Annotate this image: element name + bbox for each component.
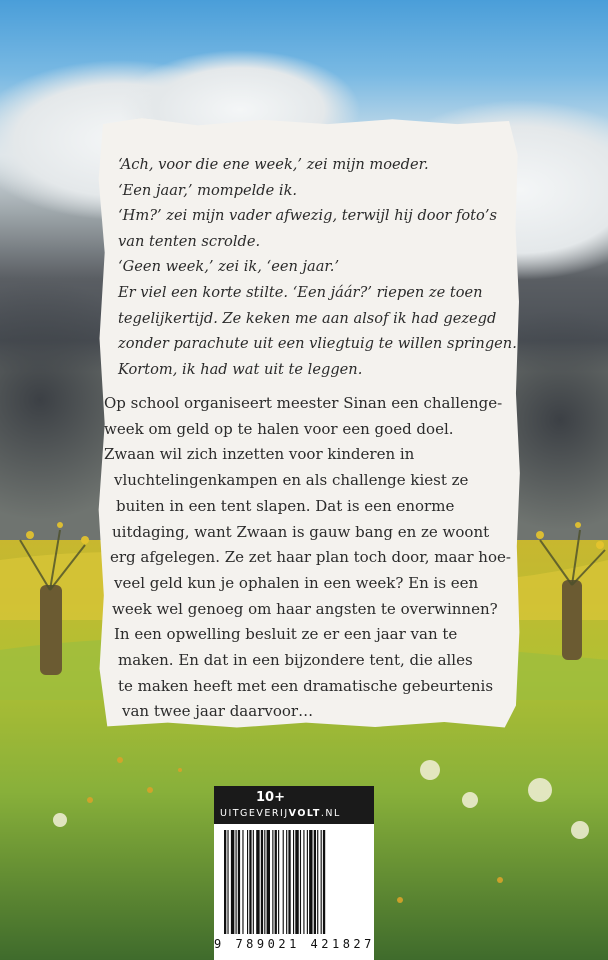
barcode-bar [264,830,265,934]
blurb-line: erg afgelegen. Ze zet haar plan toch door, maar hoe- [110,548,511,567]
barcode-bar [242,830,243,934]
barcode-bar [303,830,304,934]
blurb-line: week om geld op te halen voor een goed doel. [104,419,454,438]
blurb-line: vluchtelingenkampen en als challenge kiest ze [114,471,469,490]
barcode-bar [283,830,284,934]
blurb-line: te maken heeft met een dramatische gebeurtenis [118,676,494,695]
quote-line: ‘Geen week,’ zei ik, ‘een jaar.’ [118,258,340,276]
barcode-bar [309,830,312,934]
barcode-bar [247,830,248,934]
quote-line: Kortom, ik had wat uit te leggen. [118,360,363,378]
blurb-line: buiten in een tent slapen. Dat is een enorme [116,496,455,515]
blurb-line: veel geld kun je ophalen in een week? En is een [114,573,479,592]
blurb-line: Op school organiseert meester Sinan een challenge- [104,394,503,412]
age-rating: 10+ [256,790,285,805]
quote-line: ‘Ach, voor die ene week,’ zei mijn moeder. [118,156,429,173]
barcode-bar [317,830,318,934]
barcode-bar [321,830,322,934]
barcode-bar [293,830,294,934]
quote-line: van tenten scrolde. [118,232,261,250]
site-suffix: .NL [320,808,341,819]
barcode-bar [231,830,234,934]
isbn-barcode [214,824,374,960]
blurb-line: uitdaging, want Zwaan is gauw bang en ze woont [112,522,490,541]
blurb-line: maken. En dat in een bijzondere tent, die alles [118,651,473,670]
barcode-bar [314,830,316,934]
barcode-bar [275,830,277,934]
barcode-bar [295,830,298,934]
barcode-bar [253,830,254,934]
age-rating-banner [214,786,374,824]
barcode-bar [267,830,270,934]
barcode-bar [227,830,228,934]
isbn-number: 9 789021 421827 [214,937,375,951]
barcode-bar [249,830,251,934]
barcode-bar [286,830,287,934]
site-brand: VOLT [288,808,321,819]
quote-line: zonder parachute uit een vliegtuig te willen springen. [118,335,517,353]
blurb-line: Zwaan wil zich inzetten voor kinderen in [104,445,415,464]
barcode-bar [238,830,240,934]
barcode-bar [224,830,226,934]
barcode-bar [323,830,325,934]
publisher-website [220,808,341,819]
barcode-bars [224,830,368,938]
blurb-line: In een opwelling besluit ze er een jaar van te [114,625,458,644]
barcode-bar [300,830,301,934]
barcode-bar [236,830,237,934]
blurb-line: week wel genoeg om haar angsten te overwinnen? [112,599,498,618]
quote-line: Er viel een korte stilte. ‘Een jáár?’ riepen ze toen [118,283,483,301]
site-prefix: UITGEVERIJ [220,808,289,819]
barcode-panel [214,786,374,960]
quote-line: ‘Hm?’ zei mijn vader afwezig, terwijl hij door foto’s [118,207,497,225]
barcode-bar [256,830,259,934]
barcode-bar [307,830,308,934]
book-blurb [104,391,524,725]
quote-line: ‘Een jaar,’ mompelde ik. [118,181,298,199]
excerpt-quote [118,152,518,382]
blurb-line: van twee jaar daarvoor… [122,702,314,721]
barcode-bar [278,830,279,934]
barcode-bar [288,830,290,934]
quote-line: tegelijkertijd. Ze keken me aan alsof ik had gezegd [118,309,497,327]
barcode-bar [272,830,273,934]
barcode-bar [261,830,263,934]
